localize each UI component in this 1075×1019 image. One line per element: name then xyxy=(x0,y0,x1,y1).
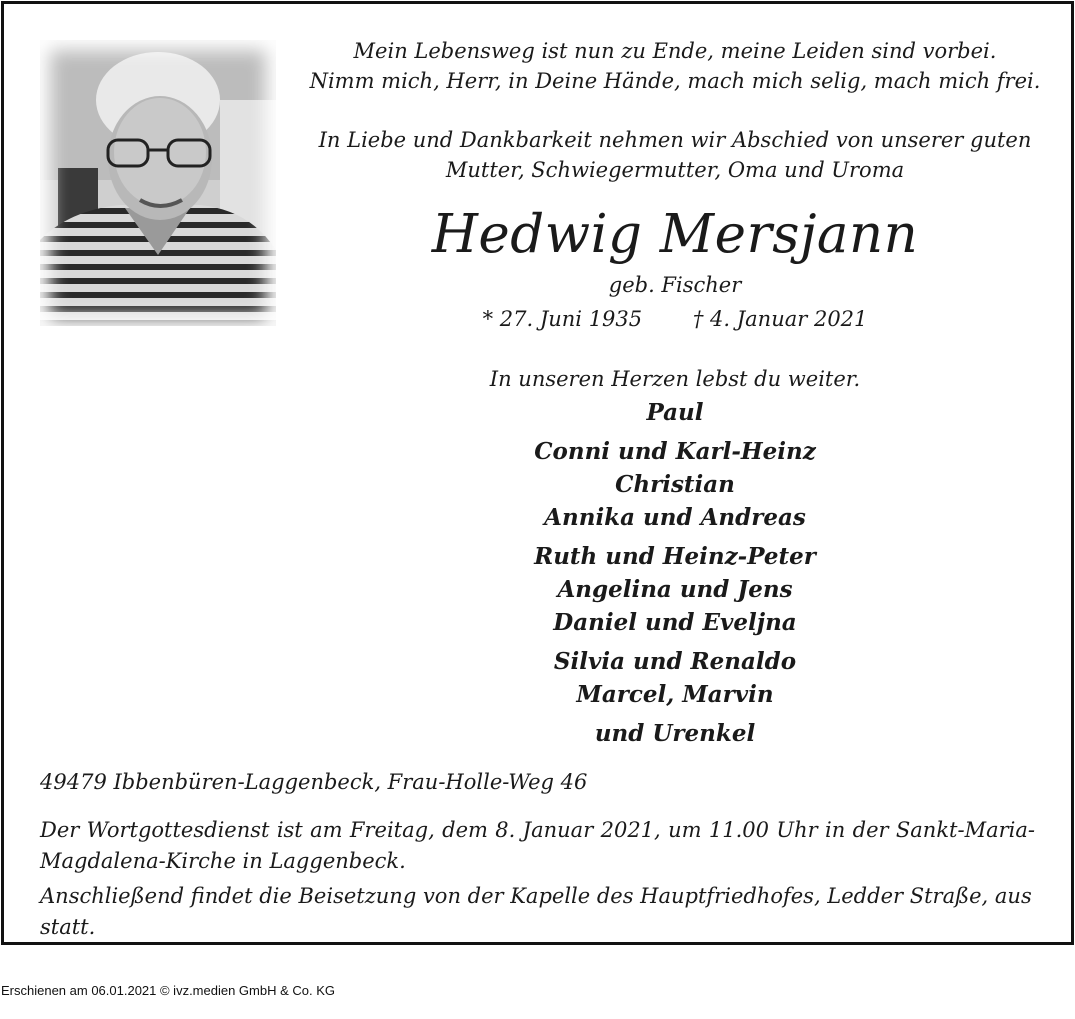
closing-line: In unseren Herzen lebst du weiter. xyxy=(489,367,861,391)
verse-line: Mein Lebensweg ist nun zu Ende, meine Leiden sind vorbei. xyxy=(353,39,997,63)
mourner-name: und Urenkel xyxy=(594,720,756,747)
photo-vignette xyxy=(40,40,276,326)
mourner-group xyxy=(300,717,1050,750)
mourner-group xyxy=(300,540,1050,639)
portrait-photo xyxy=(40,40,276,326)
death-date: † 4. Januar 2021 xyxy=(692,307,868,331)
publication-footer: Erschienen am 06.01.2021 © ivz.medien GmbH & Co. KG xyxy=(1,983,336,998)
mourner-group xyxy=(300,645,1050,711)
verse-line: Nimm mich, Herr, in Deine Hände, mach mich selig, mach mich frei. xyxy=(309,69,1041,93)
mourner-name: Christian xyxy=(615,471,735,498)
mourner-name: Paul xyxy=(646,399,704,426)
burial-info: Anschließend findet die Beisetzung von der Kapelle des Hauptfriedhofes, Ledder Straße, aus statt. xyxy=(40,884,1032,939)
mourner-name: Ruth und Heinz-Peter xyxy=(534,543,816,570)
family-address: 49479 Ibbenbüren-Laggenbeck, Frau-Holle-Weg 46 xyxy=(40,770,588,794)
mourner-group xyxy=(300,435,1050,534)
intro-line: Mutter, Schwiegermutter, Oma und Uroma xyxy=(445,158,905,182)
intro-line: In Liebe und Dankbarkeit nehmen wir Abschied von unserer guten xyxy=(318,128,1032,152)
mourner-name: Marcel, Marvin xyxy=(576,681,774,708)
mourner-name: Daniel und Eveljna xyxy=(553,609,797,636)
mourner-name: Annika und Andreas xyxy=(544,504,806,531)
mourner-name: Silvia und Renaldo xyxy=(553,648,797,675)
mourner-name: Angelina und Jens xyxy=(557,576,793,603)
mourners-list xyxy=(300,396,1050,756)
mourner-name: Conni und Karl-Heinz xyxy=(534,438,816,465)
deceased-name: Hedwig Mersjann xyxy=(431,204,919,265)
intro-block xyxy=(300,125,1050,185)
maiden-name: geb. Fischer xyxy=(608,273,742,297)
verse-block xyxy=(300,36,1050,96)
service-info: Der Wortgottesdienst ist am Freitag, dem 8. Januar 2021, um 11.00 Uhr in der Sankt-Maria-Magdalena-Kirche in Laggenbeck. xyxy=(40,818,1035,873)
mourner-group xyxy=(300,396,1050,429)
birth-date: * 27. Juni 1935 xyxy=(482,307,643,331)
life-dates xyxy=(300,304,1050,334)
